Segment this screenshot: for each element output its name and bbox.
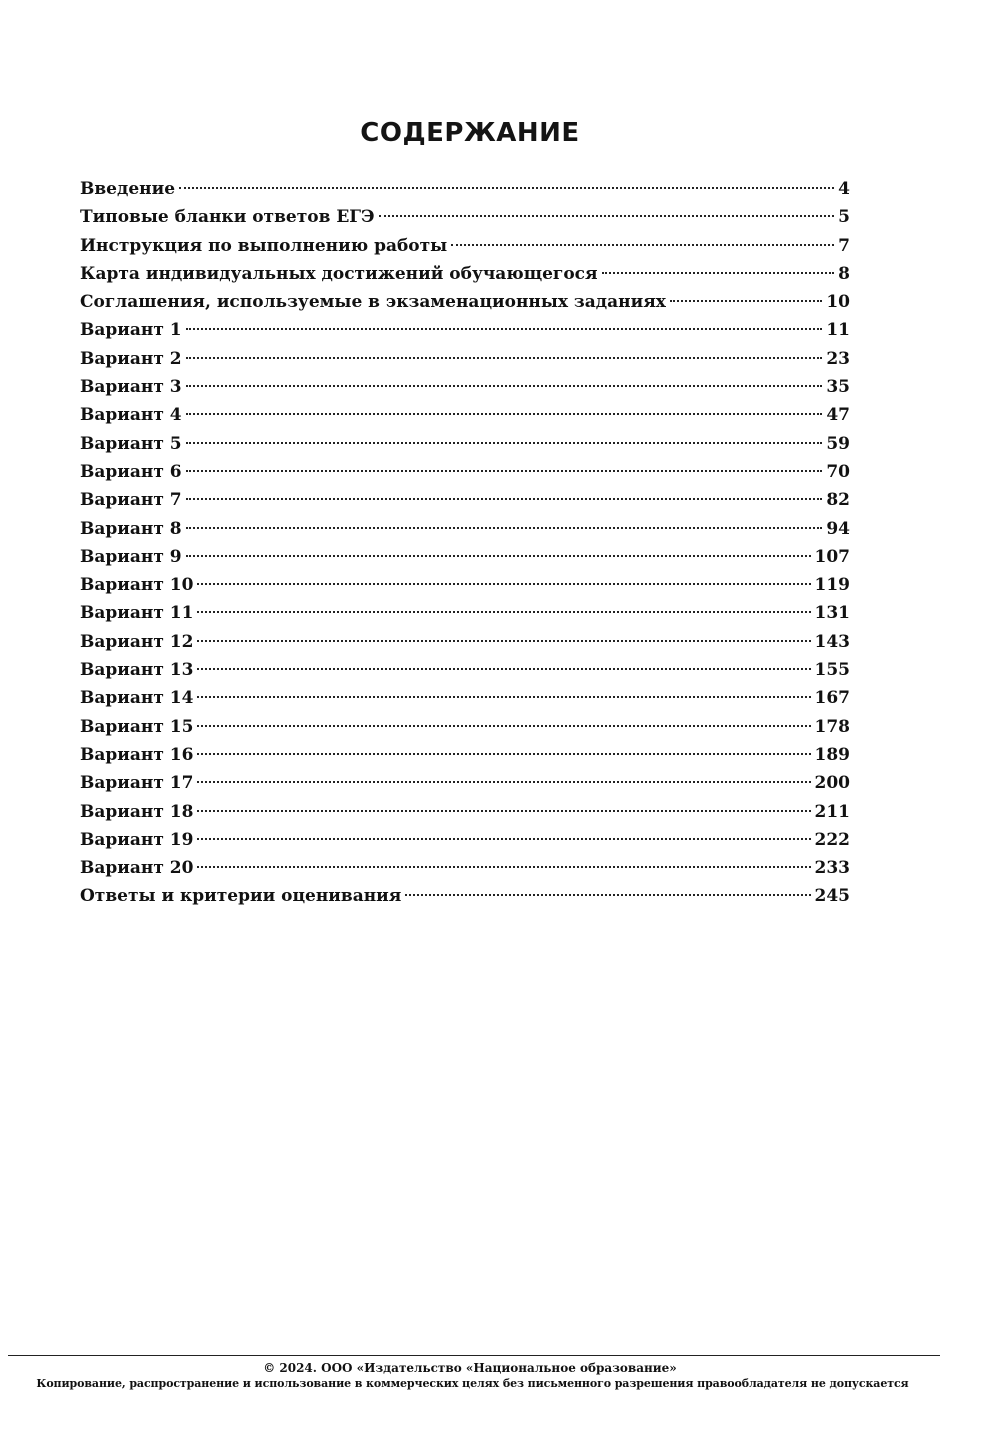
toc-entry-page: 119: [814, 575, 850, 596]
toc-entry-page: 4: [838, 179, 850, 199]
toc-dot-leader: [186, 385, 823, 387]
toc-entry: [80, 741, 850, 769]
toc-dot-leader: [405, 894, 810, 896]
toc-entry-page: 211: [814, 801, 850, 822]
toc-entry: [80, 543, 850, 571]
toc-entry-page: 82: [826, 490, 850, 511]
toc-entry-label: Вариант 3: [80, 377, 182, 398]
toc-entry-page: 47: [826, 405, 850, 426]
toc-entry-page: 10: [826, 292, 850, 313]
toc-entry-page: 233: [814, 858, 850, 879]
toc-entry-page: 7: [838, 235, 850, 256]
toc-entry: [80, 656, 850, 684]
toc-entry: [80, 401, 850, 429]
toc-entry: [80, 232, 850, 260]
toc-entry: [80, 373, 850, 401]
toc-entry: [80, 345, 850, 373]
toc-entry: [80, 571, 850, 599]
toc-entry-label: Введение: [80, 179, 176, 199]
toc-entry-label: Вариант 2: [80, 348, 182, 369]
toc-dot-leader: [186, 527, 823, 529]
footer-divider: [8, 1355, 940, 1356]
toc-entry-label: Вариант 14: [80, 688, 194, 709]
toc-entry-page: 131: [814, 603, 850, 624]
toc-dot-leader: [186, 328, 823, 330]
toc-entry-page: 11: [826, 320, 850, 341]
toc-entry-label: Вариант 7: [80, 490, 182, 511]
toc-entry-label: Вариант 6: [80, 461, 182, 482]
toc-dot-leader: [197, 583, 810, 585]
toc-dot-leader: [186, 413, 823, 415]
toc-dot-leader: [179, 187, 834, 189]
toc-entry: [80, 430, 850, 458]
toc-entry-label: Вариант 1: [80, 320, 182, 341]
toc-dot-leader: [186, 357, 823, 359]
toc-dot-leader: [197, 810, 810, 812]
toc-entry-label: Вариант 19: [80, 829, 194, 850]
toc-dot-leader: [197, 866, 810, 868]
toc-entry-page: 107: [814, 546, 850, 567]
toc-entry-label: Вариант 8: [80, 518, 182, 539]
toc-dot-leader: [197, 640, 810, 642]
toc-dot-leader: [197, 781, 810, 783]
toc-entry-label: Вариант 10: [80, 575, 194, 596]
toc-dot-leader: [197, 611, 810, 613]
toc-entry-label: Типовые бланки ответов ЕГЭ: [80, 207, 375, 228]
toc-entry: [80, 769, 850, 797]
toc-entry: [80, 713, 850, 741]
toc-entry-label: Вариант 16: [80, 744, 194, 765]
toc-entry-label: Вариант 9: [80, 546, 182, 567]
toc-entry-label: Соглашения, используемые в экзаменационных заданиях: [80, 292, 666, 313]
table-of-contents: [80, 175, 850, 911]
toc-dot-leader: [186, 498, 823, 500]
toc-entry: [80, 882, 850, 910]
toc-entry-label: Вариант 13: [80, 660, 194, 681]
toc-entry: [80, 203, 850, 231]
toc-entry-label: Инструкция по выполнению работы: [80, 235, 448, 256]
toc-entry-page: 59: [826, 433, 850, 454]
toc-entry-page: 189: [814, 744, 850, 765]
toc-entry-page: 178: [814, 716, 850, 737]
toc-entry-label: Карта индивидуальных достижений обучающегося: [80, 263, 598, 284]
toc-dot-leader: [186, 555, 811, 557]
toc-entry: [80, 684, 850, 712]
toc-entry: [80, 486, 850, 514]
toc-entry-page: 167: [814, 688, 850, 709]
toc-entry: [80, 175, 850, 203]
toc-entry: [80, 599, 850, 627]
toc-entry-label: Вариант 12: [80, 631, 194, 652]
toc-dot-leader: [670, 300, 822, 302]
toc-entry: [80, 854, 850, 882]
toc-dot-leader: [197, 838, 810, 840]
toc-entry-page: 8: [838, 263, 850, 284]
footer-notice: Копирование, распространение и использование в коммерческих целях без письменного разрешения правообладателя не допускается: [36, 1377, 909, 1390]
toc-entry: [80, 826, 850, 854]
toc-entry: [80, 798, 850, 826]
toc-dot-leader: [602, 272, 835, 274]
toc-entry-page: 245: [814, 886, 850, 907]
toc-dot-leader: [186, 470, 823, 472]
toc-dot-leader: [197, 696, 810, 698]
toc-entry-page: 35: [826, 377, 850, 398]
toc-entry: [80, 628, 850, 656]
footer-copyright: © 2024. ООО «Издательство «Национальное образование»: [263, 1361, 677, 1375]
toc-entry: [80, 515, 850, 543]
toc-entry-page: 155: [814, 660, 850, 681]
toc-entry-page: 70: [826, 461, 850, 482]
toc-entry-page: 94: [826, 518, 850, 539]
toc-entry: [80, 260, 850, 288]
toc-entry-page: 5: [838, 207, 850, 228]
toc-dot-leader: [197, 668, 810, 670]
toc-entry-page: 23: [826, 348, 850, 369]
toc-entry-label: Ответы и критерии оценивания: [80, 886, 402, 907]
toc-entry-label: Вариант 17: [80, 773, 194, 794]
toc-entry-page: 200: [814, 773, 850, 794]
toc-dot-leader: [379, 215, 835, 217]
toc-entry-label: Вариант 11: [80, 603, 194, 624]
toc-entry-label: Вариант 4: [80, 405, 182, 426]
toc-entry-page: 222: [814, 829, 850, 850]
toc-entry: [80, 316, 850, 344]
toc-dot-leader: [197, 725, 810, 727]
toc-entry: [80, 458, 850, 486]
toc-entry-label: Вариант 15: [80, 716, 194, 737]
toc-entry-page: 143: [814, 631, 850, 652]
toc-dot-leader: [186, 442, 823, 444]
toc-entry-label: Вариант 18: [80, 801, 194, 822]
page-title: СОДЕРЖАНИЕ: [360, 118, 580, 148]
toc-entry-label: Вариант 20: [80, 858, 194, 879]
toc-dot-leader: [451, 244, 834, 246]
toc-dot-leader: [197, 753, 810, 755]
toc-entry-label: Вариант 5: [80, 433, 182, 454]
toc-entry: [80, 288, 850, 316]
